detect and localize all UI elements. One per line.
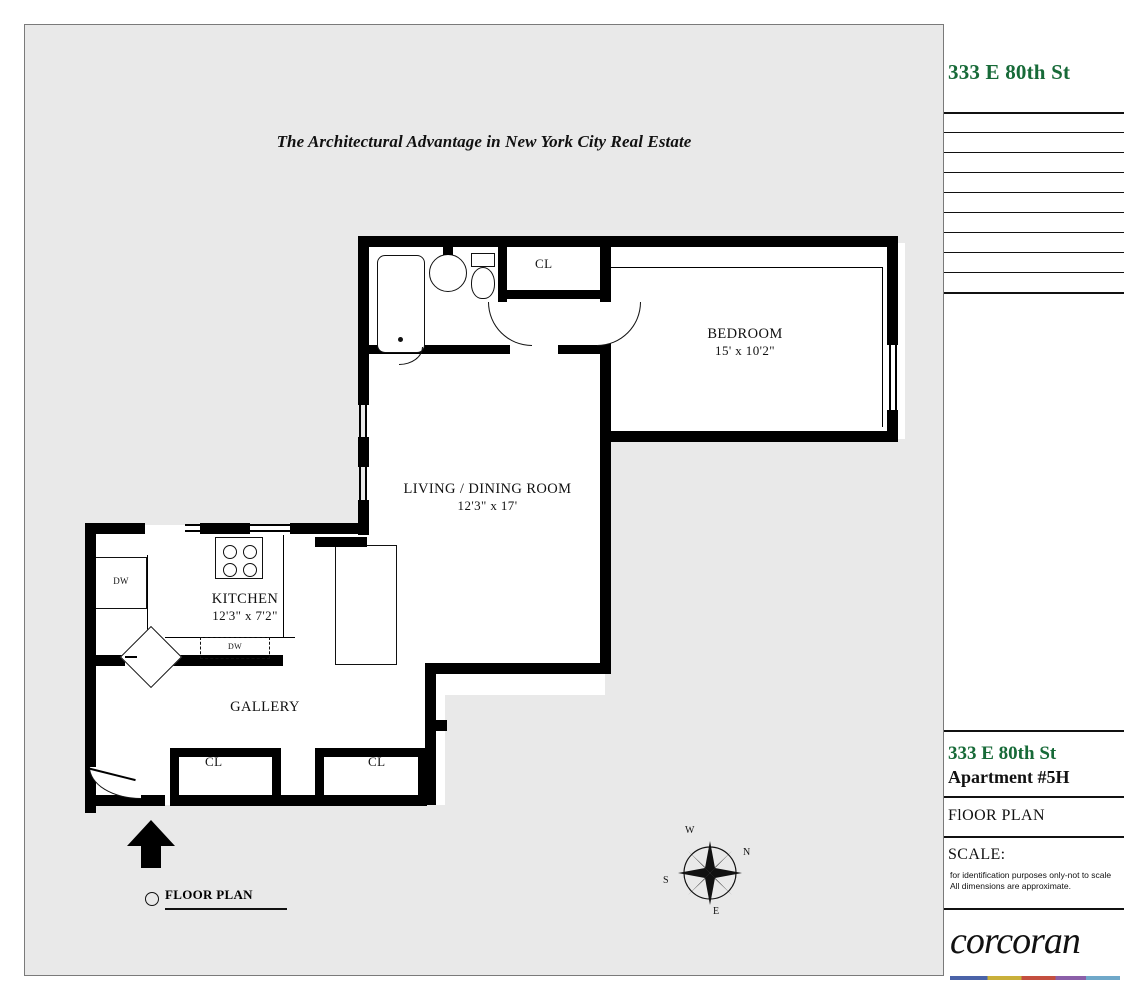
floor-plan-marker-label: FLOOR PLAN <box>165 887 253 902</box>
burner-icon-1 <box>223 545 237 559</box>
sidebar-rule-11 <box>944 730 1124 732</box>
gallery-connector-fill <box>425 655 605 695</box>
floor-plan-marker-rule <box>165 908 287 910</box>
wall-living-bottom <box>425 663 611 674</box>
wall-living-bedroom <box>600 343 611 663</box>
wall-gallery-bottom <box>170 795 427 806</box>
wall-closet-bottom-top <box>507 290 607 299</box>
wall-closet-right-side2 <box>418 748 427 798</box>
burner-icon-3 <box>223 563 237 577</box>
wall-closet-left-top <box>170 748 280 757</box>
sink-faucet-icon <box>443 247 453 255</box>
compass-label-north: N <box>743 847 751 858</box>
sidebar-scale-label: SCALE: <box>948 846 1006 863</box>
sidebar-rule-3 <box>944 152 1124 153</box>
wall-kitchen-top-1 <box>85 523 145 534</box>
bedroom-inner-line-top <box>611 267 883 268</box>
sidebar-rule-14 <box>944 908 1124 910</box>
sidebar-apartment: Apartment #5H <box>948 766 1070 787</box>
floor-plan-drawing <box>24 24 944 976</box>
window-living-left-4 <box>365 380 367 440</box>
sidebar-rule-4 <box>944 172 1124 173</box>
window-living-left-5 <box>359 463 361 503</box>
compass-rose <box>665 825 755 920</box>
burner-icon-2 <box>243 545 257 559</box>
sidebar-rule-10 <box>944 292 1124 294</box>
wall-closet-right-side <box>315 748 324 798</box>
window-kitchen-top-4 <box>250 530 295 532</box>
toilet-tank-icon <box>471 253 495 267</box>
sidebar-address-block <box>948 742 1069 788</box>
wall-gallery-notch <box>425 720 447 731</box>
room-label-kitchen <box>150 590 340 624</box>
window-living-left-3 <box>359 380 361 440</box>
toilet-bowl-icon <box>471 267 495 299</box>
scale-note-line-1: for identification purposes only-not to scale <box>950 870 1112 880</box>
bedroom-dimensions: 15' x 10'2" <box>715 343 775 359</box>
dishwasher-label: DW <box>228 642 242 651</box>
floor-plan-marker-circle <box>145 892 159 906</box>
sidebar-title: 333 E 80th St <box>948 60 1071 84</box>
window-living-left-6 <box>365 463 367 503</box>
wall-kitchen-top-3 <box>290 523 368 534</box>
burner-icon-4 <box>243 563 257 577</box>
room-label-bedroom <box>645 325 845 359</box>
sidebar-rule-13 <box>944 836 1124 838</box>
window-living-left-1 <box>359 269 361 321</box>
room-label-gallery <box>175 698 355 716</box>
sidebar-rule-8 <box>944 252 1124 253</box>
title-block-sidebar <box>944 24 1124 976</box>
bathtub-drain-icon <box>398 337 403 342</box>
sidebar-floor-plan-label: FlOOR PLAN <box>948 807 1045 824</box>
closet-label-gallery-left: CL <box>205 754 223 769</box>
corcoran-logo-colorbar <box>950 976 1120 980</box>
scale-note-line-2: All dimensions are approximate. <box>950 881 1071 892</box>
window-living-left-2 <box>365 269 367 321</box>
sidebar-rule-2 <box>944 132 1124 133</box>
sidebar-rule-12 <box>944 796 1124 798</box>
closet-label-hall: CL <box>535 256 553 271</box>
sidebar-rule-5 <box>944 192 1124 193</box>
sidebar-address: 333 E 80th St <box>948 743 1057 764</box>
sink-icon <box>429 254 467 292</box>
refrigerator-label: DW <box>113 576 129 586</box>
compass-label-south: S <box>663 875 669 886</box>
room-label-living-dining <box>380 480 595 514</box>
living-cabinet-icon <box>335 545 397 665</box>
closet-label-gallery-right: CL <box>368 754 386 769</box>
living-dining-dimensions: 12'3" x 17' <box>457 498 518 514</box>
floor-plan-marker <box>145 887 295 913</box>
wall-bedroom-bottom <box>600 431 898 442</box>
counter-line-left <box>95 555 96 615</box>
wall-hall-bottom <box>558 345 611 354</box>
window-kitchen-top-1 <box>185 524 245 526</box>
kitchen-name: KITCHEN <box>211 591 279 607</box>
living-dining-name: LIVING / DINING ROOM <box>403 481 572 497</box>
kitchen-door-jamb <box>125 656 137 658</box>
compass-label-west: W <box>685 825 695 836</box>
wall-kitchen-pass <box>315 537 367 547</box>
sidebar-rule-1 <box>944 112 1124 114</box>
sidebar-scale-notes <box>950 870 1111 893</box>
counter-line-ref <box>147 555 148 635</box>
wall-closet-left-side2 <box>272 748 281 798</box>
window-kitchen-top-2 <box>185 530 245 532</box>
sidebar-rule-7 <box>944 232 1124 233</box>
compass-label-east: E <box>713 906 720 917</box>
gallery-name: GALLERY <box>230 699 300 715</box>
window-kitchen-top-3 <box>250 524 295 526</box>
entry-direction-arrow <box>125 820 177 868</box>
kitchen-dimensions: 12'3" x 7'2" <box>212 608 278 624</box>
tagline: The Architectural Advantage in New York City Real Estate <box>276 132 692 151</box>
sidebar-rule-6 <box>944 212 1124 213</box>
bedroom-name: BEDROOM <box>707 326 783 342</box>
wall-top <box>358 236 898 247</box>
wall-closet-left-side <box>170 748 179 798</box>
window-bedroom-right-1 <box>889 325 891 415</box>
corcoran-logo: corcoran <box>950 920 1080 962</box>
sidebar-rule-9 <box>944 272 1124 273</box>
bedroom-inner-line-right <box>882 267 883 427</box>
window-bedroom-right-2 <box>895 325 897 415</box>
